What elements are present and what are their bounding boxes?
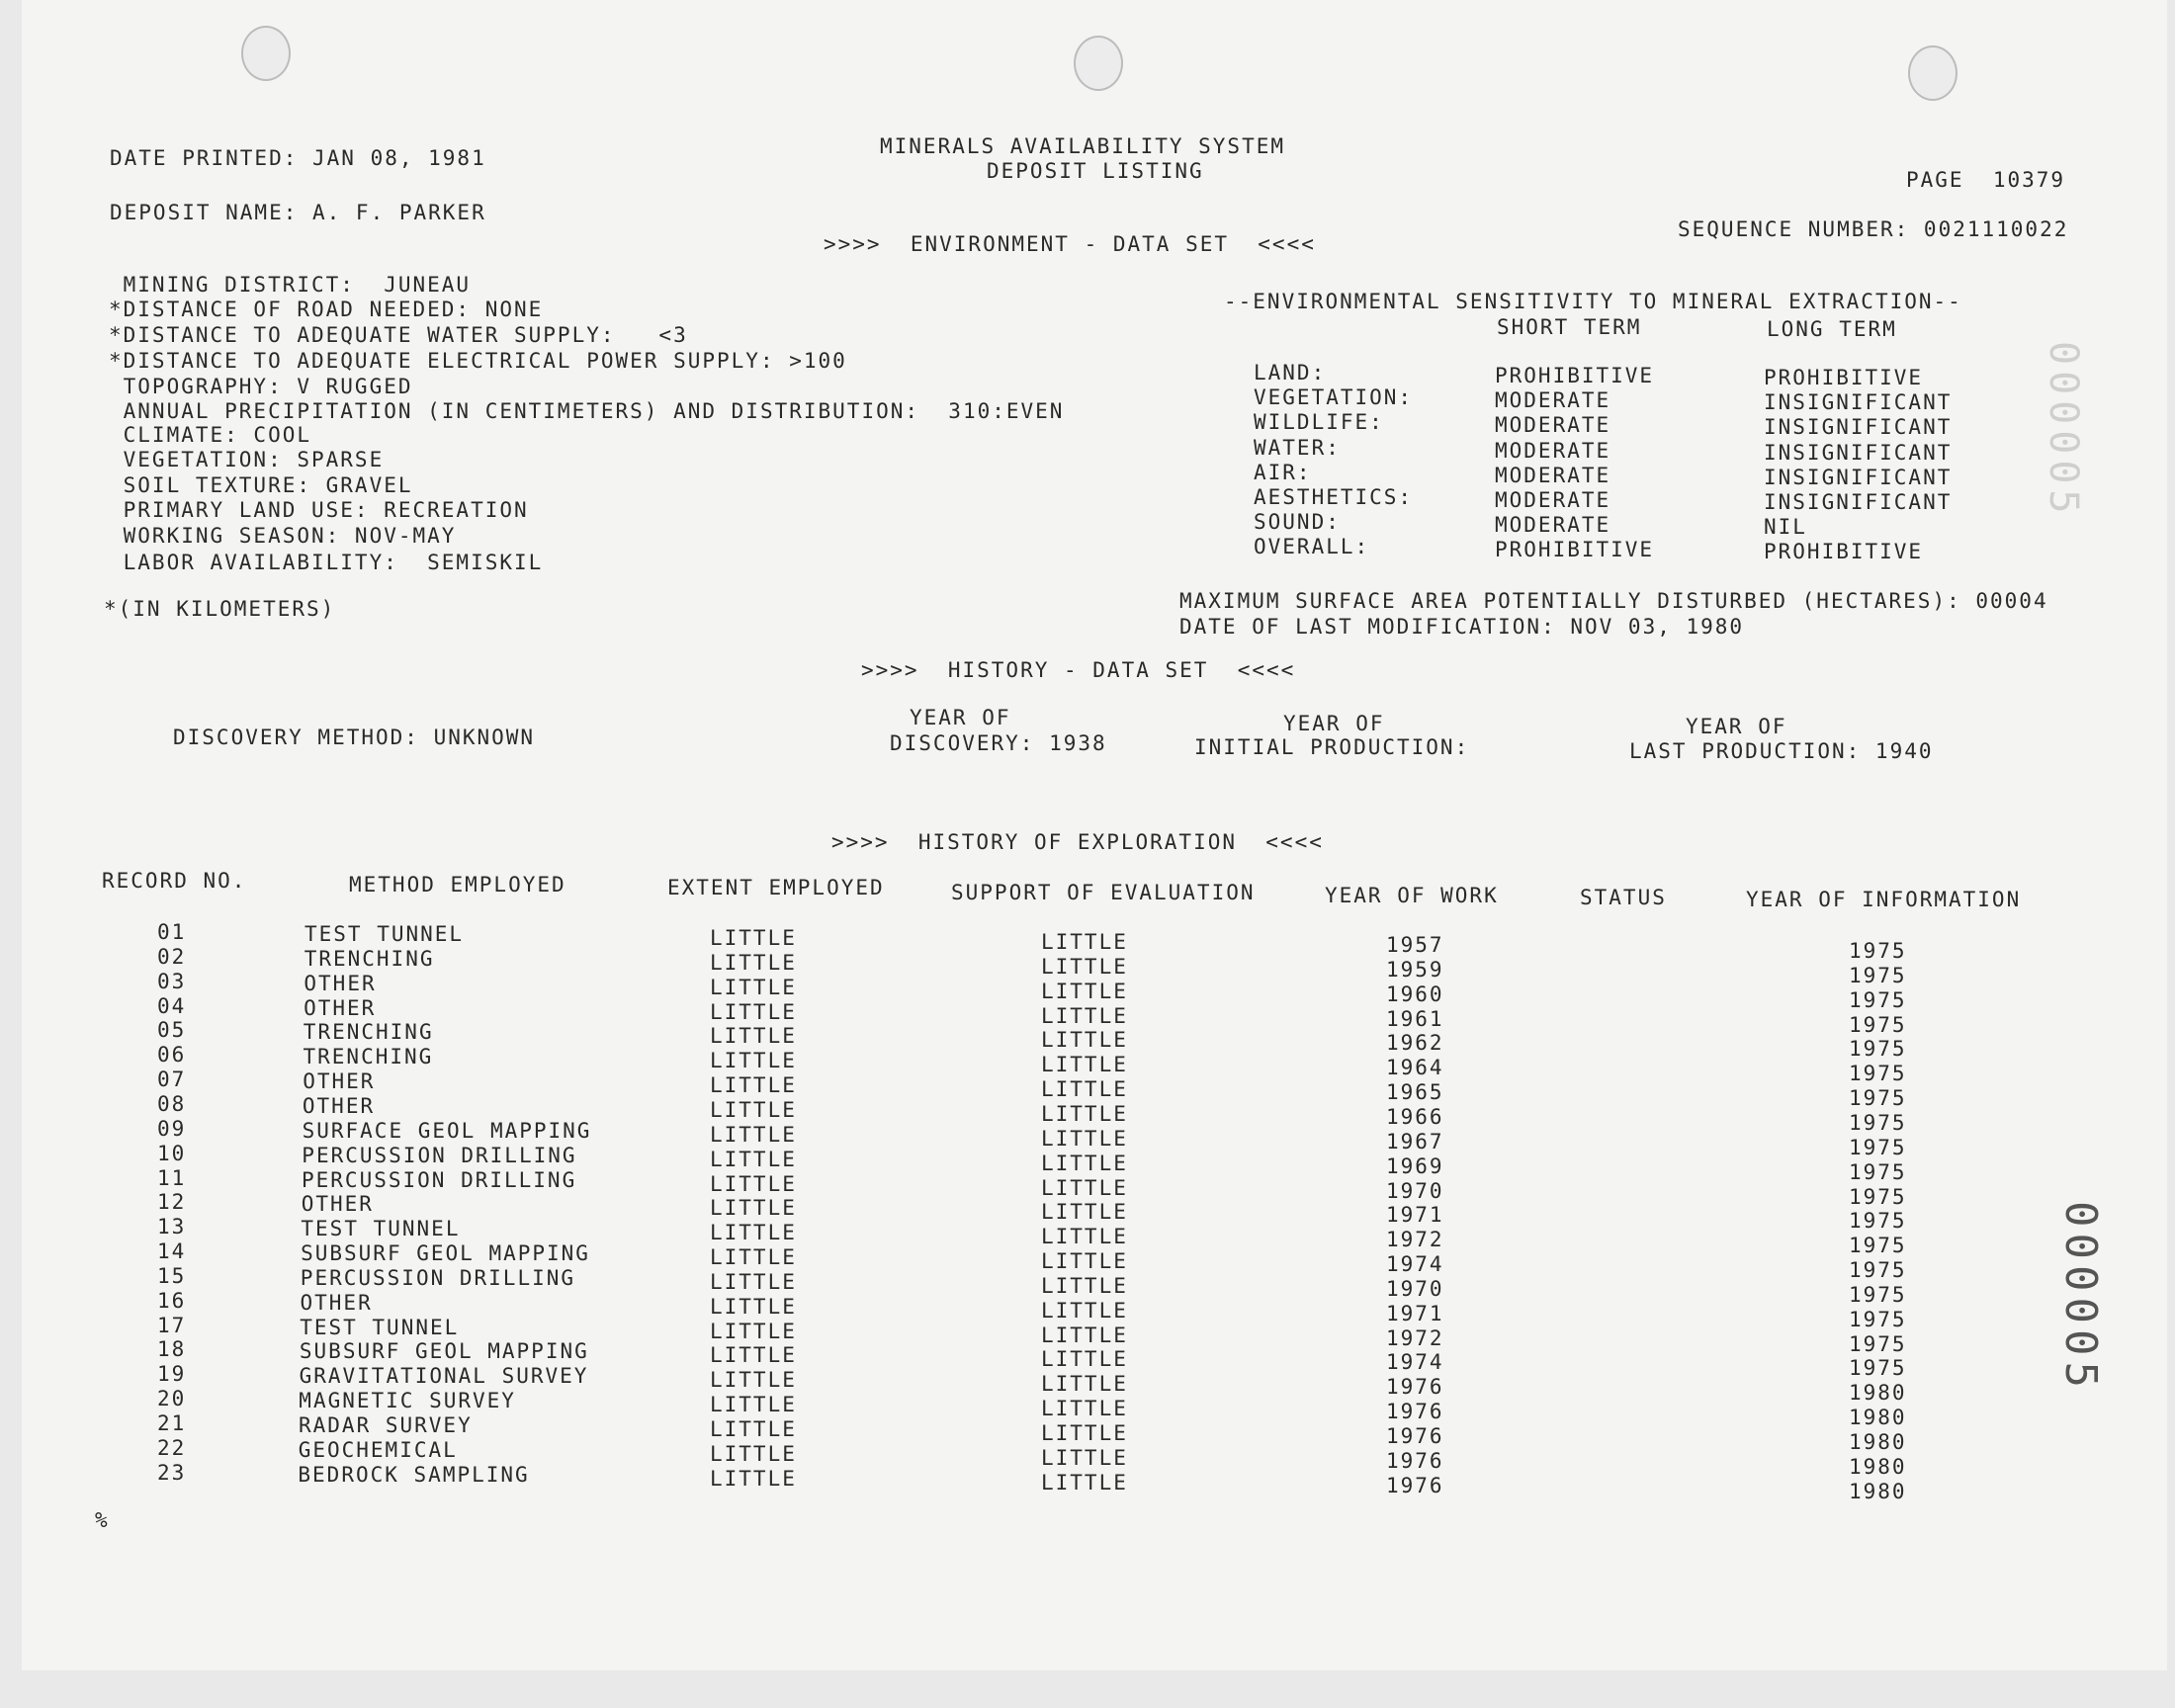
environment-field: *DISTANCE OF ROAD NEEDED: NONE	[109, 298, 544, 321]
year-of-work: 1969	[1386, 1153, 1444, 1178]
binder-hole	[241, 26, 291, 81]
extent-employed: LITTLE	[710, 1196, 797, 1221]
year-of-work: 1974	[1386, 1252, 1444, 1277]
year-of-information: 1980	[1849, 1430, 1907, 1454]
sensitivity-long-term: INSIGNIFICANT	[1764, 465, 1953, 489]
extent-employed: LITTLE	[710, 975, 797, 999]
col-extent: EXTENT EMPLOYED	[667, 876, 885, 899]
sensitivity-long-term: PROHIBITIVE	[1764, 366, 1924, 389]
sensitivity-factor: LAND:	[1254, 361, 1327, 384]
method-employed: TEST TUNNEL	[304, 922, 465, 946]
year-of-work: 1976	[1386, 1400, 1444, 1424]
year-of-information: 1975	[1849, 1356, 1907, 1381]
method-employed: OTHER	[301, 1192, 374, 1217]
environment-field: ANNUAL PRECIPITATION (IN CENTIMETERS) AND DISTRIBUTION: 310:EVEN	[109, 399, 1065, 423]
sensitivity-factor: WILDLIFE:	[1254, 410, 1384, 435]
record-number: 12	[157, 1190, 187, 1215]
year-last-production: LAST PRODUCTION: 1940	[1629, 739, 1934, 763]
extent-employed: LITTLE	[710, 1441, 797, 1466]
year-of-information: 1980	[1849, 1381, 1907, 1406]
col-support: SUPPORT OF EVALUATION	[951, 881, 1256, 904]
environment-banner: >>>> ENVIRONMENT - DATA SET <<<<	[824, 232, 1316, 256]
support-of-evaluation: LITTLE	[1041, 1126, 1128, 1151]
extent-employed: LITTLE	[710, 1343, 797, 1368]
record-number: 10	[157, 1141, 187, 1165]
year-of-information: 1980	[1849, 1479, 1907, 1503]
year-of-information: 1975	[1849, 1331, 1907, 1356]
sensitivity-factor: SOUND:	[1254, 510, 1341, 535]
listing-title: DEPOSIT LISTING	[987, 159, 1204, 183]
sensitivity-short-term: MODERATE	[1495, 513, 1611, 538]
sensitivity-long-term: INSIGNIFICANT	[1764, 390, 1953, 415]
method-employed: OTHER	[302, 1093, 376, 1118]
support-of-evaluation: LITTLE	[1041, 1372, 1128, 1397]
method-employed: RADAR SURVEY	[299, 1413, 473, 1437]
support-of-evaluation: LITTLE	[1041, 1003, 1128, 1028]
environment-field: WORKING SEASON: NOV-MAY	[109, 524, 457, 548]
last-modification: DATE OF LAST MODIFICATION: NOV 03, 1980	[1179, 615, 1745, 639]
support-of-evaluation: LITTLE	[1041, 1421, 1128, 1445]
extent-employed: LITTLE	[710, 1417, 797, 1441]
year-of-information: 1980	[1849, 1406, 1907, 1430]
year-of-information: 1975	[1849, 1062, 1907, 1086]
year-of-work: 1976	[1386, 1375, 1444, 1400]
record-number: 04	[157, 993, 187, 1018]
record-number: 21	[157, 1411, 187, 1435]
sensitivity-short-term: MODERATE	[1495, 463, 1611, 487]
support-of-evaluation: LITTLE	[1041, 1445, 1128, 1470]
year-of-information: 1975	[1849, 1184, 1907, 1209]
short-term-header: SHORT TERM	[1497, 315, 1642, 339]
year-of-work: 1966	[1386, 1104, 1444, 1129]
year-of-information: 1975	[1849, 963, 1907, 987]
record-number: 05	[157, 1018, 187, 1043]
record-number: 20	[157, 1387, 187, 1411]
year-discovery: DISCOVERY: 1938	[890, 731, 1107, 755]
year-of-work: 1957	[1386, 933, 1444, 957]
year-of-work: 1967	[1386, 1129, 1444, 1153]
extent-employed: LITTLE	[710, 1466, 797, 1491]
deposit-name: DEPOSIT NAME: A. F. PARKER	[110, 201, 486, 224]
support-of-evaluation: LITTLE	[1041, 1077, 1128, 1102]
method-employed: OTHER	[303, 1069, 376, 1094]
support-of-evaluation: LITTLE	[1041, 930, 1128, 954]
history-banner: >>>> HISTORY - DATA SET <<<<	[861, 658, 1296, 682]
sensitivity-short-term: MODERATE	[1495, 488, 1611, 512]
method-employed: MAGNETIC SURVEY	[299, 1389, 516, 1413]
method-employed: PERCUSSION DRILLING	[300, 1265, 576, 1290]
year-of-work: 1961	[1386, 1006, 1444, 1031]
microfilm-frame-stamp: 000005	[2055, 1201, 2106, 1394]
col-method: METHOD EMPLOYED	[349, 873, 566, 897]
support-of-evaluation: LITTLE	[1041, 1101, 1128, 1126]
support-of-evaluation: LITTLE	[1041, 1200, 1128, 1225]
extent-employed: LITTLE	[710, 1221, 797, 1245]
method-employed: TEST TUNNEL	[301, 1217, 461, 1241]
max-surface-area: MAXIMUM SURFACE AREA POTENTIALLY DISTURBED (HECTARES): 00004	[1179, 589, 2048, 613]
sensitivity-short-term: PROHIBITIVE	[1495, 538, 1655, 562]
support-of-evaluation: LITTLE	[1041, 1470, 1128, 1494]
record-number: 14	[157, 1239, 187, 1264]
extent-employed: LITTLE	[710, 1024, 797, 1049]
record-number: 07	[157, 1068, 187, 1092]
method-employed: TRENCHING	[303, 1045, 434, 1069]
environment-field: VEGETATION: SPARSE	[109, 448, 385, 471]
year-of-information: 1975	[1849, 1234, 1907, 1258]
environment-field: *DISTANCE TO ADEQUATE ELECTRICAL POWER SUPPLY: >100	[109, 349, 847, 373]
extent-employed: LITTLE	[710, 1171, 797, 1196]
year-of-information: 1975	[1849, 1135, 1907, 1159]
extent-employed: LITTLE	[710, 950, 797, 975]
extent-employed: LITTLE	[710, 1245, 797, 1270]
extent-employed: LITTLE	[710, 999, 797, 1024]
year-of-work: 1970	[1386, 1276, 1444, 1301]
year-of-work: 1964	[1386, 1056, 1444, 1080]
record-number: 06	[157, 1043, 187, 1068]
sensitivity-long-term: PROHIBITIVE	[1764, 540, 1924, 564]
year-of-information: 1980	[1849, 1454, 1907, 1479]
record-number: 01	[157, 920, 187, 944]
method-employed: SUBSURF GEOL MAPPING	[301, 1241, 590, 1266]
record-number: 02	[157, 944, 187, 969]
method-employed: TEST TUNNEL	[300, 1315, 460, 1339]
environment-field: CLIMATE: COOL	[109, 423, 312, 447]
col-status: STATUS	[1580, 886, 1667, 909]
discovery-method: DISCOVERY METHOD: UNKNOWN	[173, 726, 536, 749]
method-employed: SURFACE GEOL MAPPING	[302, 1118, 592, 1143]
support-of-evaluation: LITTLE	[1041, 1347, 1128, 1372]
extent-employed: LITTLE	[710, 1073, 797, 1098]
support-of-evaluation: LITTLE	[1041, 954, 1128, 979]
sensitivity-short-term: PROHIBITIVE	[1495, 364, 1655, 387]
support-of-evaluation: LITTLE	[1041, 1249, 1128, 1274]
year-last-label: YEAR OF	[1686, 715, 1787, 738]
year-of-information: 1975	[1849, 1307, 1907, 1331]
environment-field: *DISTANCE TO ADEQUATE WATER SUPPLY: <3	[109, 323, 688, 347]
extent-employed: LITTLE	[710, 1147, 797, 1171]
binder-hole	[1908, 45, 1958, 101]
sensitivity-short-term: MODERATE	[1495, 438, 1611, 463]
sensitivity-short-term: MODERATE	[1495, 388, 1611, 413]
year-of-information: 1975	[1849, 1209, 1907, 1234]
support-of-evaluation: LITTLE	[1041, 979, 1128, 1003]
record-number: 09	[157, 1116, 187, 1141]
year-of-information: 1975	[1849, 1110, 1907, 1135]
faint-frame-stamp: 000005	[2041, 341, 2086, 520]
sensitivity-long-term: NIL	[1764, 515, 1807, 540]
record-number: 23	[157, 1460, 187, 1485]
sensitivity-factor: AIR:	[1254, 460, 1312, 484]
method-employed: TRENCHING	[303, 1020, 434, 1045]
extent-employed: LITTLE	[710, 1097, 797, 1122]
environment-field: PRIMARY LAND USE: RECREATION	[109, 498, 529, 522]
record-number: 13	[157, 1215, 187, 1239]
year-initial-label: YEAR OF	[1283, 712, 1385, 735]
support-of-evaluation: LITTLE	[1041, 1225, 1128, 1249]
extent-employed: LITTLE	[710, 1368, 797, 1393]
environment-field: MINING DISTRICT: JUNEAU	[109, 273, 472, 297]
record-number: 19	[157, 1362, 187, 1387]
year-of-work: 1959	[1386, 957, 1444, 982]
sensitivity-title: --ENVIRONMENTAL SENSITIVITY TO MINERAL EXTRACTION--	[1224, 290, 1962, 313]
system-title: MINERALS AVAILABILITY SYSTEM	[880, 134, 1286, 158]
year-of-information: 1975	[1849, 1282, 1907, 1307]
sensitivity-long-term: INSIGNIFICANT	[1764, 440, 1953, 465]
method-employed: GRAVITATIONAL SURVEY	[299, 1364, 589, 1389]
sensitivity-factor: WATER:	[1254, 435, 1341, 460]
support-of-evaluation: LITTLE	[1041, 1028, 1128, 1053]
year-of-information: 1975	[1849, 939, 1907, 963]
record-number: 18	[157, 1337, 187, 1362]
sequence-number: SEQUENCE NUMBER: 0021110022	[1678, 217, 2069, 241]
support-of-evaluation: LITTLE	[1041, 1175, 1128, 1200]
year-of-information: 1975	[1849, 987, 1907, 1012]
support-of-evaluation: LITTLE	[1041, 1397, 1128, 1421]
record-number: 16	[157, 1288, 187, 1313]
environment-field: LABOR AVAILABILITY: SEMISKIL	[109, 551, 544, 574]
year-of-information: 1975	[1849, 1037, 1907, 1062]
year-of-work: 1972	[1386, 1228, 1444, 1252]
year-of-work: 1971	[1386, 1301, 1444, 1325]
method-employed: GEOCHEMICAL	[298, 1437, 458, 1462]
binder-hole	[1074, 36, 1123, 91]
record-number: 17	[157, 1313, 187, 1337]
extent-employed: LITTLE	[710, 1122, 797, 1147]
method-employed: OTHER	[300, 1290, 373, 1315]
year-of-work: 1976	[1386, 1448, 1444, 1473]
year-of-information: 1975	[1849, 1258, 1907, 1283]
extent-employed: LITTLE	[710, 1393, 797, 1417]
environment-field: SOIL TEXTURE: GRAVEL	[109, 473, 413, 497]
extent-employed: LITTLE	[710, 1269, 797, 1294]
year-of-information: 1975	[1849, 1159, 1907, 1184]
year-of-work: 1962	[1386, 1031, 1444, 1056]
year-of-work: 1971	[1386, 1203, 1444, 1228]
method-employed: TRENCHING	[304, 946, 435, 971]
method-employed: PERCUSSION DRILLING	[302, 1143, 577, 1167]
year-of-information: 1975	[1849, 1012, 1907, 1037]
year-of-work: 1976	[1386, 1473, 1444, 1497]
record-number: 22	[157, 1435, 187, 1460]
long-term-header: LONG TERM	[1767, 317, 1897, 341]
method-employed: SUBSURF GEOL MAPPING	[299, 1339, 589, 1364]
page-number: PAGE 10379	[1906, 168, 2066, 192]
year-of-work: 1974	[1386, 1350, 1444, 1375]
exploration-banner: >>>> HISTORY OF EXPLORATION <<<<	[831, 830, 1324, 854]
support-of-evaluation: LITTLE	[1041, 1298, 1128, 1323]
extent-employed: LITTLE	[710, 1294, 797, 1319]
sensitivity-short-term: MODERATE	[1495, 413, 1611, 438]
year-of-work: 1965	[1386, 1080, 1444, 1105]
date-printed: DATE PRINTED: JAN 08, 1981	[110, 146, 486, 170]
col-record: RECORD NO.	[102, 869, 247, 893]
extent-employed: LITTLE	[710, 1049, 797, 1073]
year-of-work: 1972	[1386, 1325, 1444, 1350]
environment-field: TOPOGRAPHY: V RUGGED	[109, 375, 413, 398]
support-of-evaluation: LITTLE	[1041, 1151, 1128, 1175]
year-discovery-label: YEAR OF	[910, 706, 1011, 729]
year-initial-production: INITIAL PRODUCTION:	[1194, 735, 1470, 759]
year-of-work: 1960	[1386, 982, 1444, 1006]
support-of-evaluation: LITTLE	[1041, 1273, 1128, 1298]
record-number: 11	[157, 1165, 187, 1190]
year-of-information: 1975	[1849, 1086, 1907, 1111]
record-number: 15	[157, 1263, 187, 1288]
year-of-work: 1970	[1386, 1178, 1444, 1203]
sensitivity-factor: VEGETATION:	[1254, 385, 1414, 410]
extent-employed: LITTLE	[710, 1319, 797, 1343]
col-year-of-work: YEAR OF WORK	[1325, 884, 1499, 907]
method-employed: OTHER	[304, 995, 377, 1020]
footer-mark: %	[95, 1508, 110, 1532]
sensitivity-long-term: INSIGNIFICANT	[1764, 490, 1953, 514]
year-of-work: 1976	[1386, 1424, 1444, 1448]
support-of-evaluation: LITTLE	[1041, 1053, 1128, 1077]
sensitivity-long-term: INSIGNIFICANT	[1764, 415, 1953, 440]
record-number: 08	[157, 1091, 187, 1116]
support-of-evaluation: LITTLE	[1041, 1323, 1128, 1347]
method-employed: OTHER	[304, 971, 377, 995]
method-employed: PERCUSSION DRILLING	[302, 1167, 577, 1192]
sensitivity-factor: AESTHETICS:	[1254, 485, 1414, 509]
sensitivity-factor: OVERALL:	[1254, 535, 1370, 559]
extent-employed: LITTLE	[710, 926, 797, 950]
km-footnote: *(IN KILOMETERS)	[104, 597, 336, 621]
record-number: 03	[157, 969, 187, 993]
method-employed: BEDROCK SAMPLING	[298, 1462, 530, 1487]
col-year-of-information: YEAR OF INFORMATION	[1746, 888, 2022, 911]
